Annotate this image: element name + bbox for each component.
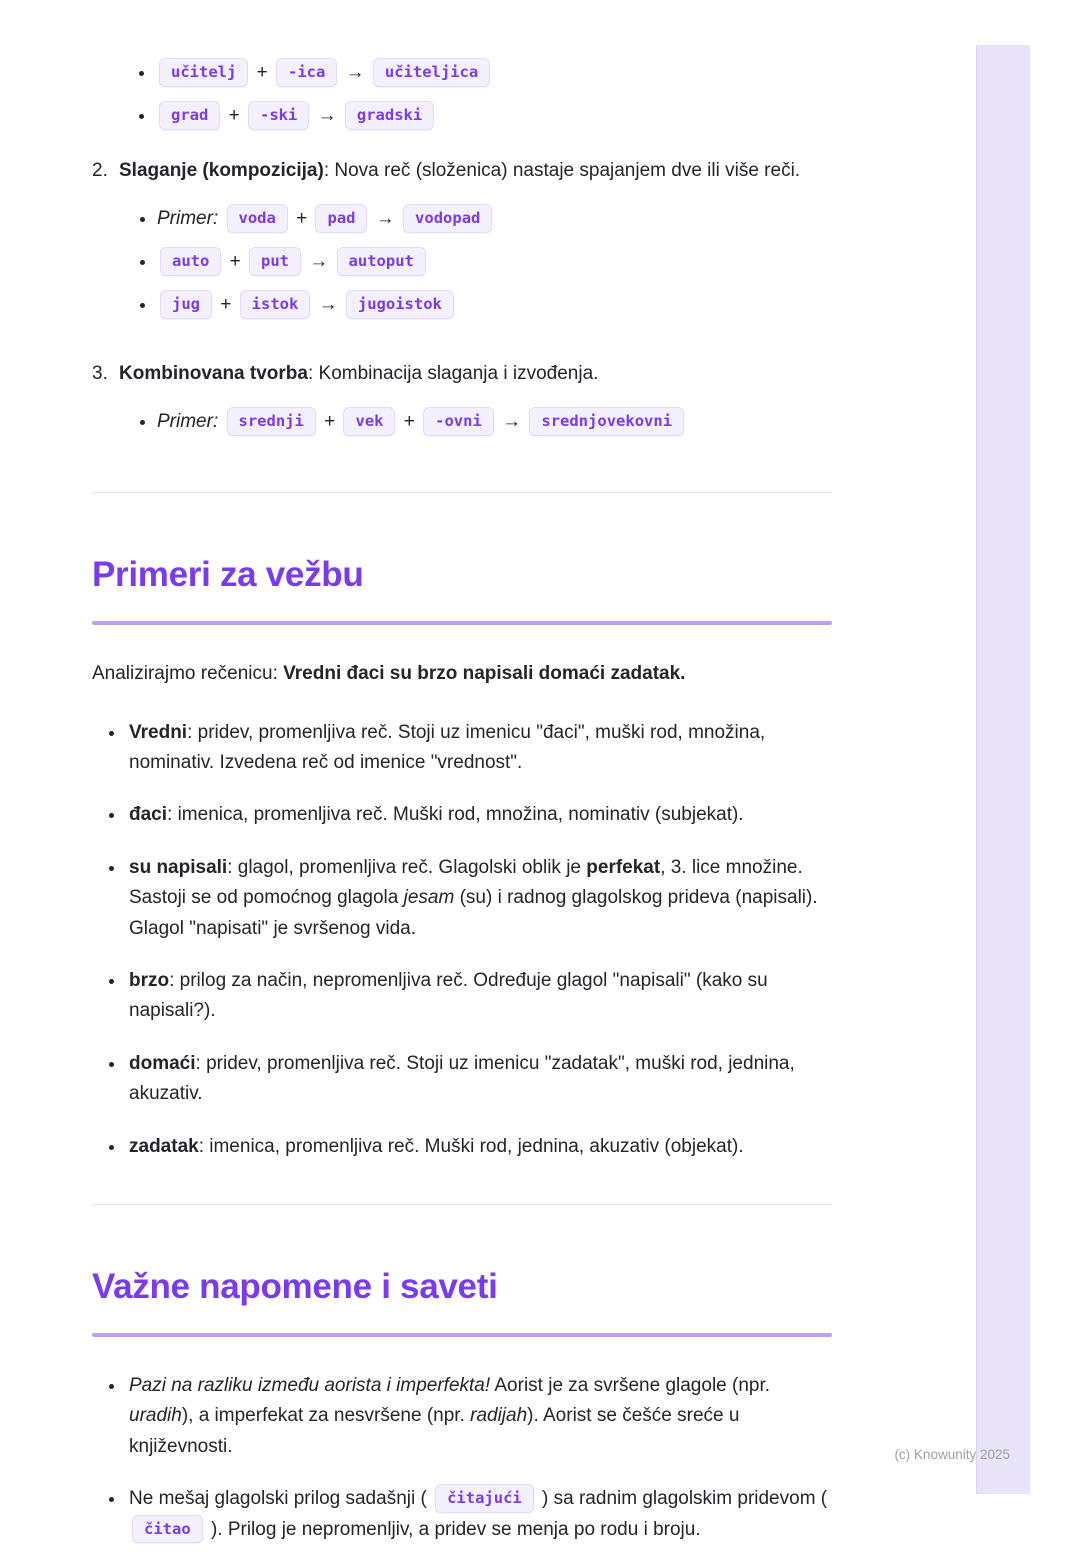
text-segment: ) sa radnim glagolskim pridevom ( <box>536 1488 828 1510</box>
text-segment: Primer: <box>157 208 224 230</box>
code-chip: grad <box>159 101 220 130</box>
code-chip: srednjovekovni <box>529 407 684 436</box>
title-underline <box>92 621 832 625</box>
composition-example <box>157 204 832 233</box>
text-segment: su napisali <box>129 856 228 878</box>
code-chip: čitajući <box>435 1484 534 1513</box>
text-segment: : imenica, promenljiva reč. Muški rod, jednina, akuzativ (objekat). <box>198 1135 744 1157</box>
section-title-notes: Važne napomene i saveti <box>92 1267 498 1306</box>
practice-item <box>126 853 832 944</box>
text-segment: + <box>398 411 421 433</box>
derivation-example <box>156 101 832 130</box>
notes-list <box>92 1371 832 1545</box>
practice-item <box>126 800 832 830</box>
code-chip: jug <box>160 290 212 319</box>
item-body <box>119 359 832 450</box>
item-body <box>119 156 832 333</box>
composition-example-list <box>119 204 832 319</box>
code-chip: čitao <box>132 1515 203 1544</box>
text-segment: → <box>340 62 370 83</box>
text-segment: + <box>251 62 273 83</box>
code-chip: istok <box>240 290 311 319</box>
section-title-practice: Primeri za vežbu <box>92 555 364 595</box>
text-segment: Vredni <box>129 721 188 743</box>
text-segment: đaci <box>129 804 168 826</box>
text-segment: + <box>223 104 245 126</box>
title-underline <box>92 1333 832 1337</box>
note-item <box>126 1371 832 1462</box>
text-segment: → <box>370 208 401 230</box>
text-segment: Analizirajmo rečenicu: <box>92 663 284 685</box>
item-text <box>119 359 832 389</box>
text-segment: : Nova reč (složenica) nastaje spajanjem dve ili više reči. <box>323 159 801 181</box>
text-segment: → <box>312 104 342 126</box>
text-segment: Primer: <box>157 411 224 433</box>
code-chip: autoput <box>337 247 426 276</box>
combined-example-list <box>119 407 832 436</box>
numbered-item-kombinovana <box>92 359 832 450</box>
code-chip: gradski <box>345 101 434 130</box>
text-segment: + <box>318 411 341 433</box>
practice-item <box>126 966 832 1027</box>
text-segment: → <box>313 294 343 316</box>
text-segment: Vredni đaci su brzo napisali domaći zadatak. <box>283 663 686 685</box>
code-chip: vodopad <box>403 204 492 233</box>
text-segment: domaći <box>129 1052 196 1074</box>
text-segment: → <box>496 411 527 433</box>
derivation-example-list <box>92 58 832 130</box>
text-segment: Aorist je za svršene glagole (npr. <box>490 1375 771 1396</box>
item-number: 3. <box>92 363 108 384</box>
text-segment: + <box>290 208 313 230</box>
text-segment: : Kombinacija slaganja i izvođenja. <box>307 363 599 384</box>
footer-copyright: (c) Knowunity 2025 <box>894 1447 1010 1462</box>
text-segment: : prilog za način, nepromenljiva reč. Određuje glagol "napisali" (kako su napisali?). <box>129 970 768 1022</box>
text-segment: → <box>303 251 334 273</box>
code-chip: učitelj <box>159 58 248 87</box>
text-segment: ). Aorist se češće sreće u književnosti. <box>129 1405 740 1457</box>
text-segment: (su) i radnog glagolskog prideva (napisali). Glagol "napisati" je svršenog vida. <box>129 887 818 939</box>
text-segment: Kombinovana tvorba <box>119 363 308 384</box>
code-chip: -ovni <box>423 407 494 436</box>
code-chip: učiteljica <box>373 58 490 87</box>
item-text <box>119 156 832 186</box>
text-segment: , 3. lice množine. Sastoji se od pomoćnog glagola <box>129 856 803 909</box>
code-chip: pad <box>315 204 367 233</box>
practice-item <box>126 1132 832 1162</box>
scrollbar[interactable] <box>976 45 1030 1494</box>
text-segment: : pridev, promenljiva reč. Stoji uz imenicu "đaci", muški rod, množina, nominativ. Izvedena reč od imenice "vrednost". <box>129 721 766 774</box>
text-segment: Pazi na razliku između aorista i imperfekta! <box>129 1375 491 1396</box>
text-segment: : pridev, promenljiva reč. Stoji uz imenicu "zadatak", muški rod, jednina, akuzativ. <box>129 1052 795 1105</box>
section-divider <box>92 492 832 493</box>
code-chip: vek <box>343 407 395 436</box>
practice-item <box>126 718 832 779</box>
composition-example <box>157 247 832 276</box>
code-chip: voda <box>227 204 288 233</box>
text-segment: uradih <box>129 1405 182 1427</box>
note-item <box>126 1484 832 1545</box>
combined-example <box>157 407 832 436</box>
section-divider <box>92 1204 832 1205</box>
practice-list <box>92 718 832 1162</box>
code-chip: -ski <box>248 101 309 130</box>
numbered-item-slaganje <box>92 156 832 333</box>
text-segment: ). Prilog je nepromenljiv, a pridev se menja po rodu i broju. <box>205 1518 701 1540</box>
practice-intro <box>92 659 832 689</box>
text-segment: + <box>215 294 237 316</box>
text-segment: : glagol, promenljiva reč. Glagolski oblik je <box>227 856 587 878</box>
text-segment: brzo <box>129 970 170 992</box>
code-chip: auto <box>160 247 221 276</box>
text-segment: zadatak <box>129 1135 199 1157</box>
code-chip: -ica <box>276 58 337 87</box>
composition-example <box>157 290 832 319</box>
code-chip: srednji <box>227 407 316 436</box>
text-segment: + <box>224 251 246 273</box>
practice-item <box>126 1049 832 1110</box>
derivation-example <box>156 58 832 87</box>
document-content <box>92 44 832 1567</box>
text-segment: Slaganje (kompozicija) <box>119 159 324 181</box>
item-number: 2. <box>92 159 108 181</box>
text-segment: radijah <box>470 1405 528 1427</box>
text-segment: perfekat <box>586 856 661 878</box>
text-segment: ), a imperfekat za nesvršene (npr. <box>181 1405 471 1427</box>
text-segment: Ne mešaj glagolski prilog sadašnji ( <box>129 1488 433 1510</box>
code-chip: jugoistok <box>346 290 454 319</box>
code-chip: put <box>249 247 301 276</box>
text-segment: jesam <box>403 887 455 909</box>
text-segment: : imenica, promenljiva reč. Muški rod, množina, nominativ (subjekat). <box>167 804 744 826</box>
